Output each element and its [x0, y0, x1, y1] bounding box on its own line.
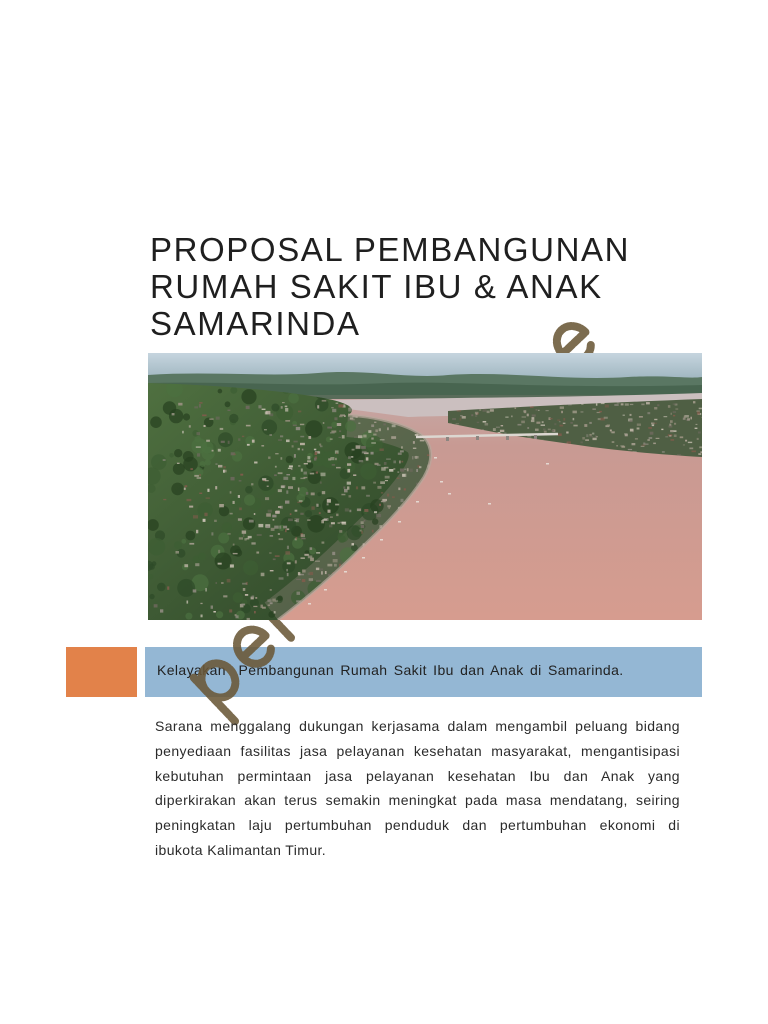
title-line-2: RUMAH SAKIT IBU & ANAK: [150, 268, 603, 305]
document-title: [150, 231, 630, 342]
subtitle-banner: [145, 647, 702, 697]
paragraph-line: diperkirakan akan terus semakin meningkat pada masa mendatang, seiring: [155, 792, 680, 809]
title-line-3: SAMARINDA: [150, 305, 361, 342]
accent-square: [66, 647, 137, 697]
description-paragraph: [155, 714, 680, 863]
cover-photo: [148, 353, 702, 620]
paragraph-line: Sarana menggalang dukungan kerjasama dalam mengambil peluang bidang: [155, 718, 680, 734]
subtitle-text: Kelayakan Pembangunan Rumah Sakit Ibu dan Anak di Samarinda.: [157, 662, 624, 678]
paragraph-line: peningkatan laju pertumbuhan penduduk dan pertumbuhan ekonomi di: [155, 817, 680, 834]
paragraph-line: penyediaan fasilitas jasa pelayanan kesehatan masyarakat, mengantisipasi: [155, 742, 680, 759]
paragraph-line: kebutuhan permintaan jasa pelayanan kesehatan Ibu dan Anak yang: [155, 767, 680, 784]
title-line-1: PROPOSAL PEMBANGUNAN: [150, 231, 631, 268]
paragraph-line: ibukota Kalimantan Timur.: [155, 841, 327, 858]
